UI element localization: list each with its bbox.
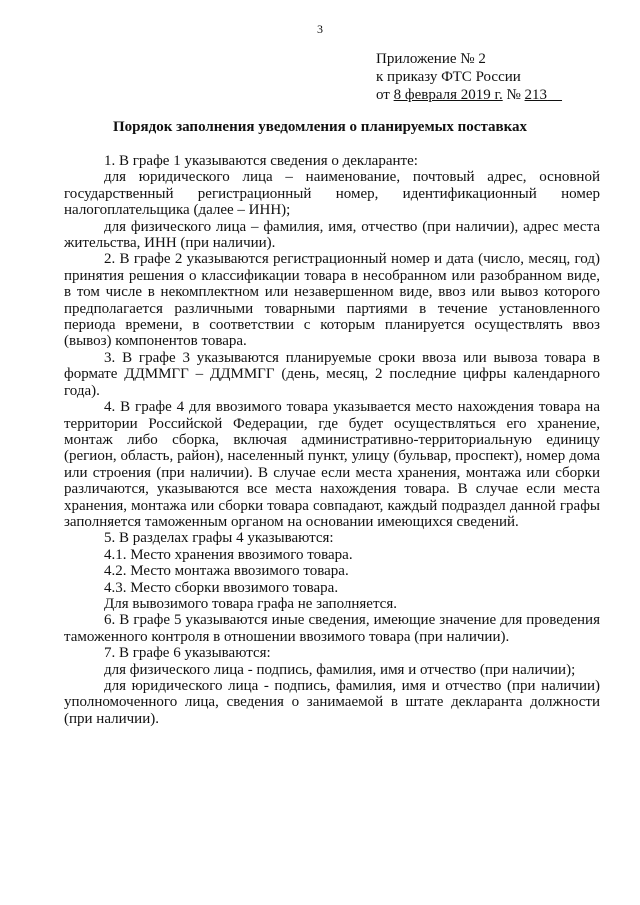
page-number: 3	[317, 22, 323, 36]
paragraph-14: для физического лица - подпись, фамилия, имя и отчество (при наличии);	[104, 661, 576, 678]
appendix-line-2: к приказу ФТС России	[376, 69, 521, 85]
document-body	[64, 153, 600, 727]
paragraph-4: 2. В графе 2 указываются регистрационный номер и дата (число, месяц, год) принятия решения о классификации товара в несобранном или разобранном виде, в том числе в некомплектном или незавершенном виде, ввоз или вывоз которого предполагается различными товарными партиями в течение установленного периода времени, в соответствии с которым планируется осуществлять ввоз (вывоз) компонентов товара.	[64, 251, 600, 350]
paragraph-6: 4. В графе 4 для ввозимого товара указывается место нахождения товара на территории Российской Федерации, где будет осуществляться его хранение, монтаж либо сборка, включая административно-территориальную единицу (регион, область, район), населенный пункт, улицу (бульвар, проспект), номер дома или строения (при наличии). В случае если места хранения, монтажа или сборки различаются, указываются все места нахождения товара. В случае если места хранения, монтажа или сборки товара совпадают, каждый подраздел данной графы заполняется таможенным органом на основании имеющихся сведений.	[64, 399, 600, 530]
paragraph-9: 4.2. Место монтажа ввозимого товара.	[104, 563, 349, 580]
paragraph-12: 6. В графе 5 указываются иные сведения, имеющие значение для проведения таможенного контроля в отношении ввозимого товара (при наличии).	[64, 612, 600, 645]
paragraph-7: 5. В разделах графы 4 указываются:	[104, 530, 334, 547]
appendix-date-prefix: от	[376, 87, 390, 103]
paragraph-5: 3. В графе 3 указываются планируемые сроки ввоза или вывоза товара в формате ДДММГГ – ДДММГГ (день, месяц, 2 последние цифры календарного года).	[64, 349, 600, 399]
paragraph-15: для юридического лица - подпись, фамилия, имя и отчество (при наличии) уполномоченного лица, сведения о занимаемой в штате декларанта должности (при наличии).	[64, 678, 600, 727]
paragraph-13: 7. В графе 6 указываются:	[104, 645, 271, 662]
appendix-line-1: Приложение № 2	[376, 51, 486, 67]
document-title: Порядок заполнения уведомления о планируемых поставках	[112, 119, 528, 135]
appendix-number-prefix: №	[506, 87, 521, 103]
paragraph-11: Для вывозимого товара графа не заполняется.	[104, 595, 397, 612]
appendix-header	[376, 50, 562, 104]
paragraph-1: 1. В графе 1 указываются сведения о декларанте:	[104, 153, 418, 169]
appendix-line-3	[376, 86, 562, 104]
paragraph-10: 4.3. Место сборки ввозимого товара.	[104, 579, 339, 596]
paragraph-2: для юридического лица – наименование, почтовый адрес, основной государственный регистрационный номер, идентификационный номер налогоплательщика (далее – ИНН);	[64, 169, 600, 219]
appendix-date: 8 февраля 2019 г.	[393, 87, 503, 103]
paragraph-8: 4.1. Место хранения ввозимого товара.	[104, 546, 353, 563]
paragraph-3: для физического лица – фамилия, имя, отчество (при наличии), адрес места жительства, ИНН (при наличии).	[64, 218, 600, 252]
appendix-number: 213	[524, 87, 548, 103]
